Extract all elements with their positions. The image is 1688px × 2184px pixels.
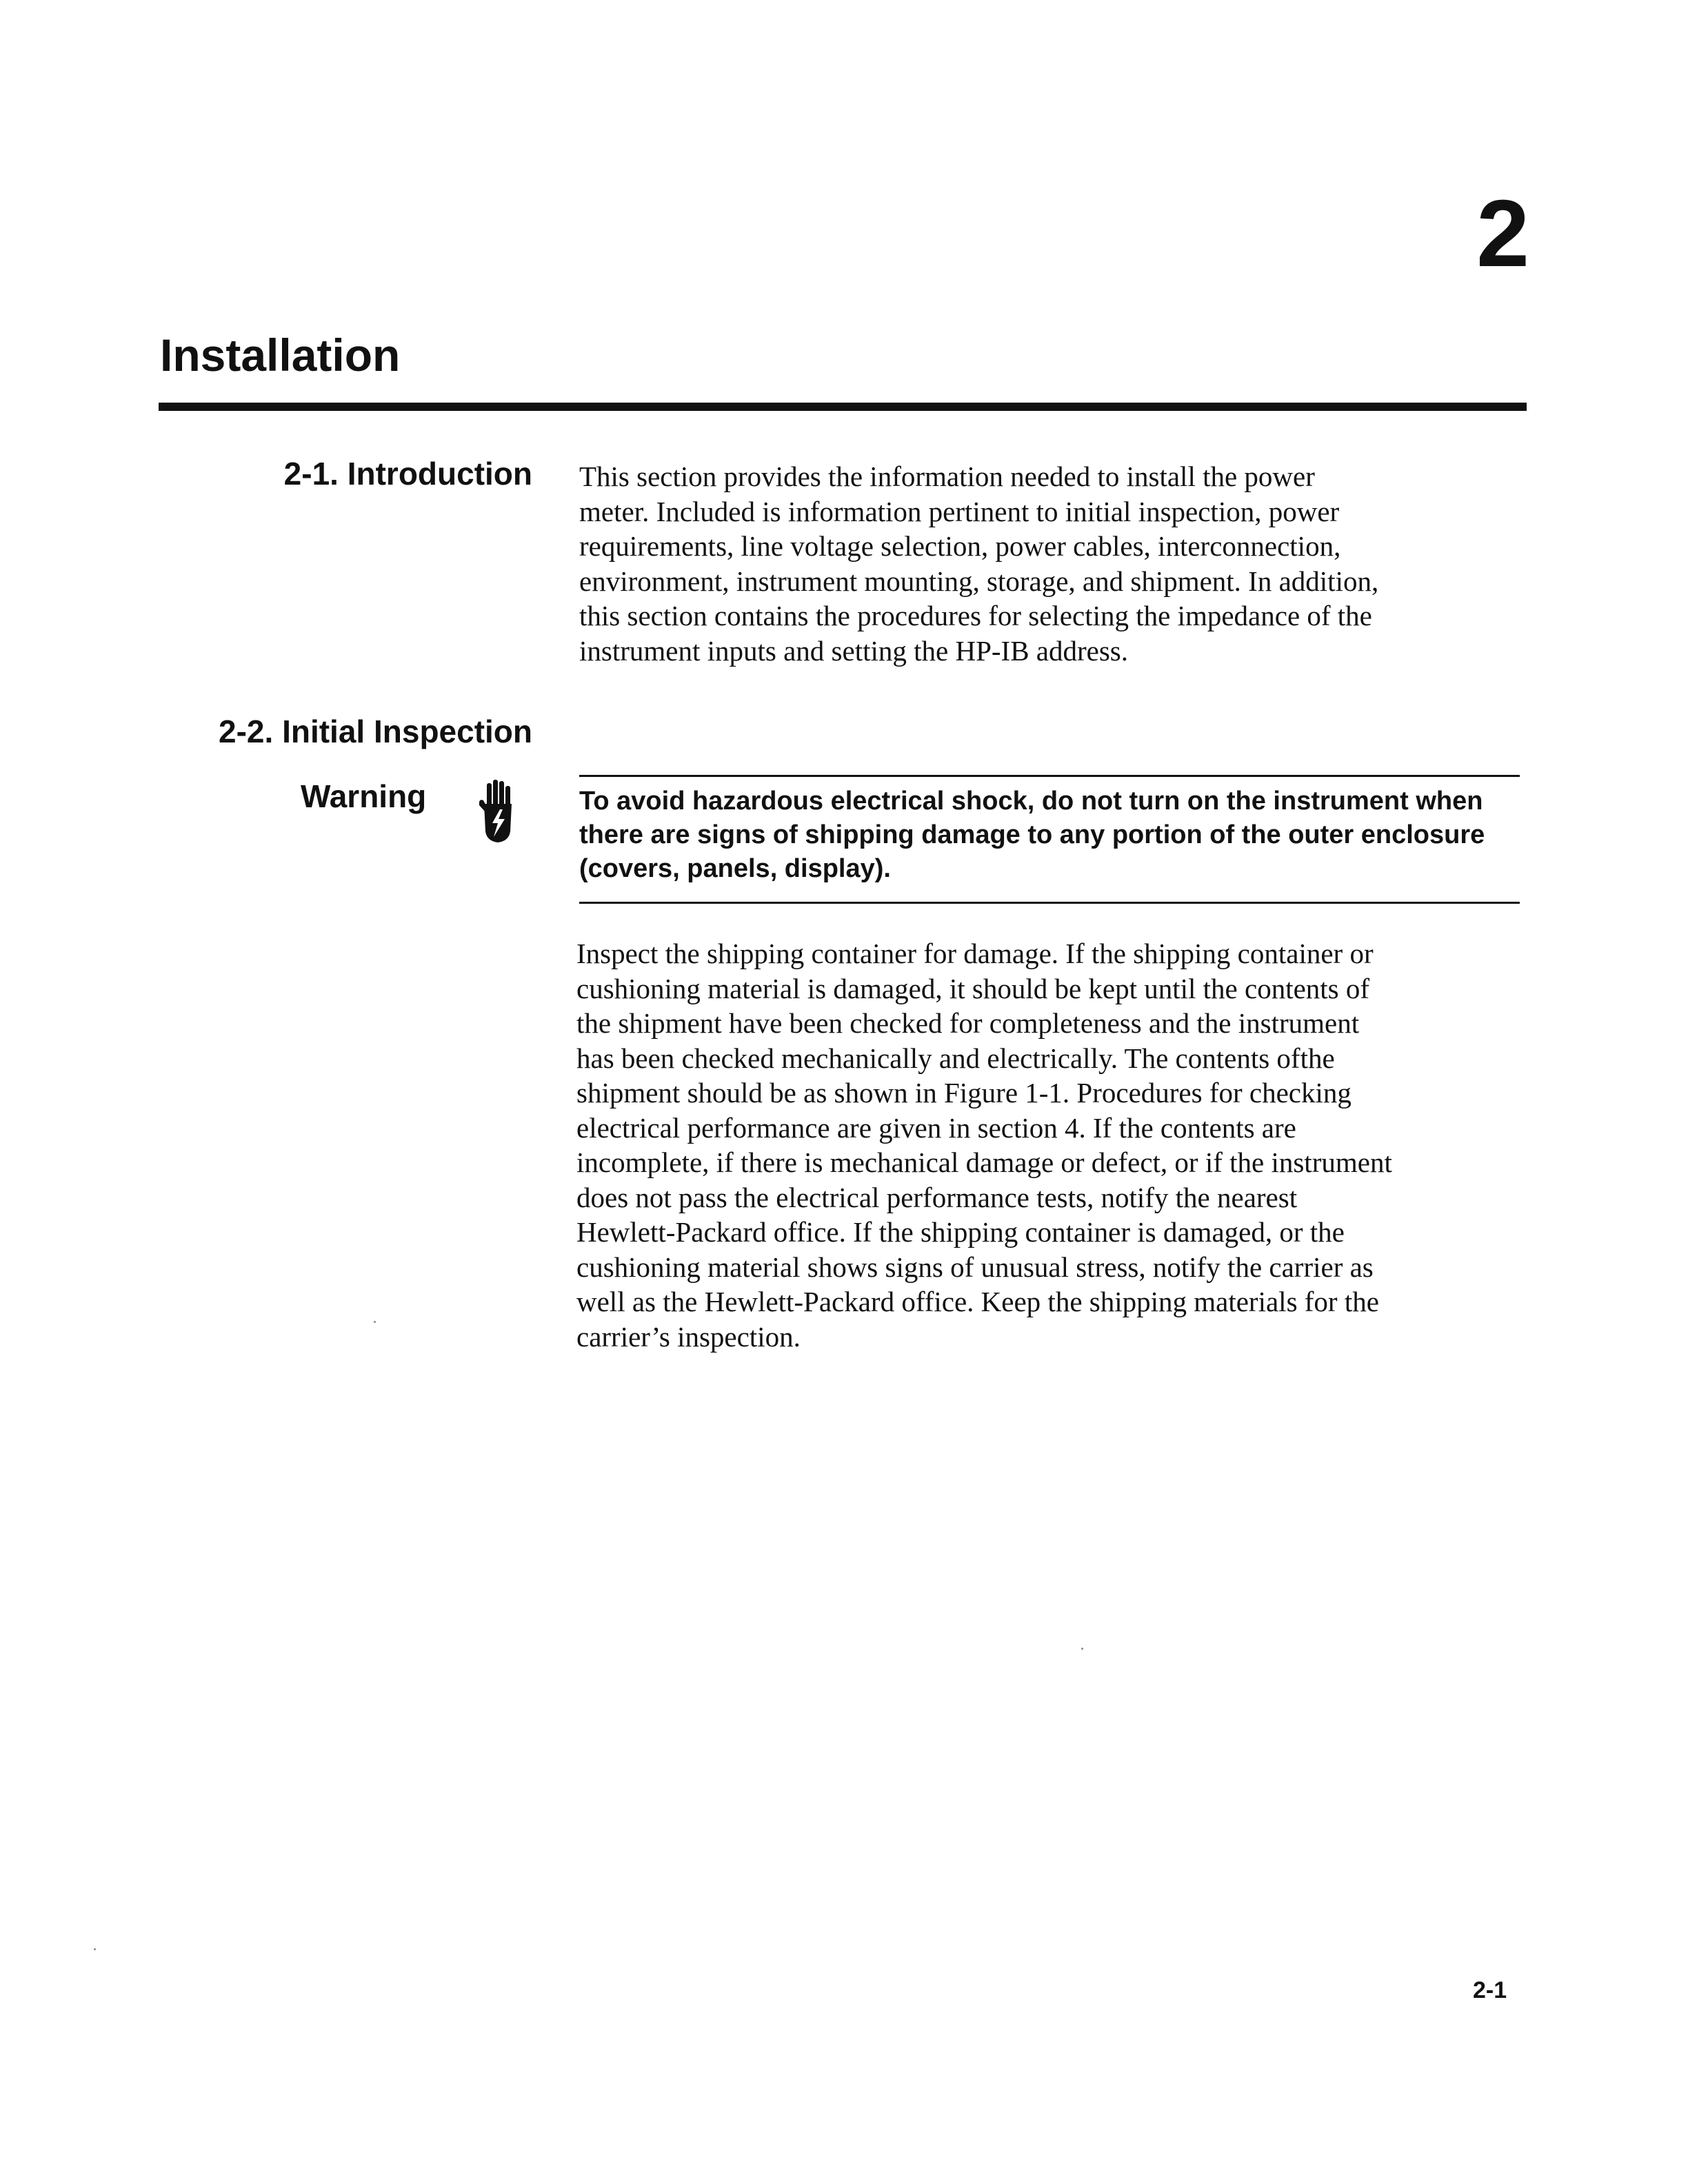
warning-line: there are signs of shipping damage to any portion of the outer enclosure (579, 820, 1485, 849)
paragraph-line: meter. Included is information pertinent to initial inspection, power (579, 495, 1340, 527)
section-heading-initial-inspection: 2-2. Initial Inspection (219, 714, 532, 749)
page-number: 2-1 (1473, 1977, 1507, 2003)
scan-speck (94, 1948, 96, 1950)
introduction-paragraph (579, 459, 1531, 668)
inspection-paragraph (576, 936, 1528, 1354)
scan-speck (1081, 1648, 1083, 1650)
warning-rule-top (579, 775, 1520, 777)
paragraph-line: instrument inputs and setting the HP-IB address. (579, 634, 1128, 667)
section-heading-introduction: 2-1. Introduction (283, 456, 532, 492)
paragraph-line: the shipment have been checked for completeness and the instrument (576, 1007, 1360, 1039)
chapter-title-rule (159, 403, 1527, 411)
paragraph-line: this section contains the procedures for selecting the impedance of the (579, 600, 1372, 631)
warning-message (579, 785, 1485, 886)
paragraph-line: cushioning material is damaged, it should be kept until the contents of (576, 972, 1370, 1004)
warning-line: To avoid hazardous electrical shock, do not turn on the instrument when (579, 787, 1483, 816)
paragraph-line: cushioning material shows signs of unusual stress, notify the carrier as (576, 1251, 1374, 1283)
warning-label: Warning (301, 778, 427, 814)
scan-speck (374, 1321, 376, 1323)
paragraph-line: well as the Hewlett-Packard office. Keep the shipping materials for the (576, 1286, 1379, 1317)
chapter-title: Installation (160, 330, 401, 381)
paragraph-line: requirements, line voltage selection, power cables, interconnection, (579, 530, 1341, 562)
paragraph-line: This section provides the information needed to install the power (579, 461, 1315, 492)
paragraph-line: carrier’s inspection. (576, 1320, 801, 1353)
paragraph-line: incomplete, if there is mechanical damage or defect, or if the instrument (576, 1146, 1392, 1178)
shock-hazard-hand-icon (477, 778, 516, 847)
warning-rule-bottom (579, 902, 1520, 904)
chapter-number: 2 (1476, 181, 1529, 287)
paragraph-line: environment, instrument mounting, storage, and shipment. In addition, (579, 565, 1379, 597)
warning-line: (covers, panels, display). (579, 854, 891, 883)
paragraph-line: has been checked mechanically and electrically. The contents ofthe (576, 1042, 1335, 1074)
paragraph-line: shipment should be as shown in Figure 1-1. Procedures for checking (576, 1077, 1352, 1109)
paragraph-line: Hewlett-Packard office. If the shipping container is damaged, or the (576, 1216, 1345, 1248)
paragraph-line: Inspect the shipping container for damage. If the shipping container or (576, 938, 1374, 969)
paragraph-line: does not pass the electrical performance tests, notify the nearest (576, 1181, 1298, 1213)
paragraph-line: electrical performance are given in section 4. If the contents are (576, 1111, 1296, 1144)
